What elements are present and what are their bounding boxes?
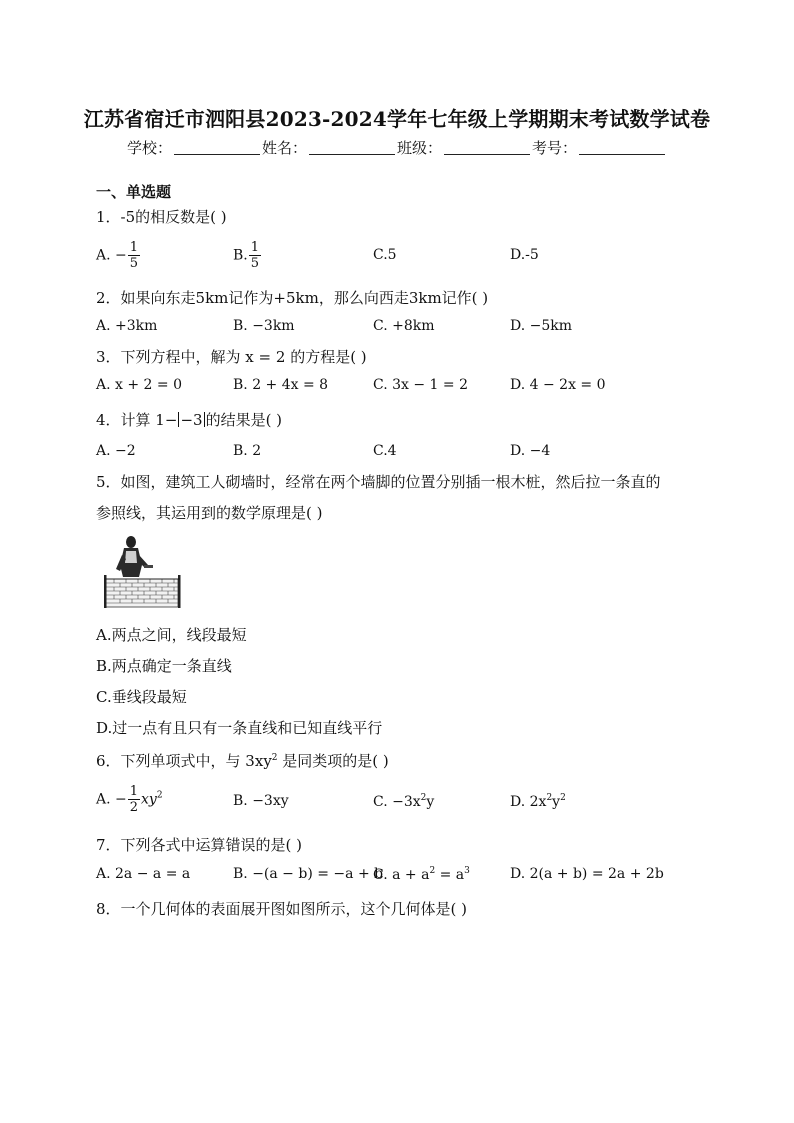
q1-b-fraction (249, 240, 261, 271)
question-2-stem: 2．如果向东走5km记作为+5km，那么向西走3km记作( ) (96, 289, 489, 307)
school-label: 学校： (126, 139, 172, 157)
q1-option-b[interactable] (233, 240, 262, 271)
q1-b-numerator: 1 (250, 240, 260, 255)
question-6-stem (96, 750, 389, 771)
q6-option-c[interactable] (373, 793, 434, 810)
q7-c-pre: C. a + a (373, 867, 430, 883)
question-4-options (96, 443, 706, 463)
q4-stem-post: 的结果是( ) (205, 411, 283, 429)
q3-option-c[interactable]: C. 3x − 1 = 2 (373, 377, 468, 393)
class-label: 班级： (397, 139, 443, 157)
q6-stem-pre: 6．下列单项式中，与 3xy (96, 752, 272, 770)
q6-d-sup-1: 2 (546, 793, 553, 803)
question-7-stem: 7．下列各式中运算错误的是( ) (96, 836, 303, 854)
q6-option-b[interactable]: B. −3xy (233, 793, 289, 809)
question-1-options (96, 240, 706, 276)
q5-option-d[interactable]: D.过一点有且只有一条直线和已知直线平行 (96, 719, 383, 737)
q3-option-d[interactable]: D. 4 − 2x = 0 (510, 377, 606, 393)
q4-stem-abs-value: −3 (180, 411, 203, 429)
number-blank[interactable] (579, 141, 665, 155)
section-heading: 一、单选题 (96, 183, 172, 201)
q6-stem-post: 是同类项的是( ) (277, 752, 389, 770)
q6-a-fraction (128, 784, 140, 815)
q4-option-c[interactable]: C.4 (373, 443, 397, 459)
q4-option-a[interactable]: A. −2 (96, 443, 136, 459)
q3-option-a[interactable]: A. x + 2 = 0 (96, 377, 182, 393)
number-label: 考号： (532, 139, 578, 157)
q6-option-d[interactable] (510, 793, 566, 810)
q6-d-mid: y (552, 794, 561, 810)
name-blank[interactable] (309, 141, 395, 155)
q2-option-d[interactable]: D. −5km (510, 318, 573, 334)
q6-a-denominator: 2 (129, 800, 139, 815)
q1-a-numerator: 1 (129, 240, 139, 255)
q7-option-d[interactable]: D. 2(a + b) = 2a + 2b (510, 866, 664, 882)
question-6-options (96, 784, 706, 820)
q1-option-d[interactable]: D.-5 (510, 247, 539, 263)
q7-option-b[interactable]: B. −(a − b) = −a + b (233, 866, 384, 882)
q5-option-b[interactable]: B.两点确定一条直线 (96, 657, 232, 675)
student-info-line (0, 137, 794, 158)
q5-option-a[interactable]: A.两点之间，线段最短 (96, 626, 247, 644)
q1-option-a[interactable] (96, 240, 141, 271)
q1-a-prefix: A. − (96, 247, 127, 264)
q6-a-tail: xy (141, 791, 157, 808)
q6-option-a[interactable] (96, 784, 163, 815)
question-2-options (96, 318, 706, 338)
q7-c-mid: = a (435, 867, 465, 883)
q7-option-a[interactable]: A. 2a − a = a (96, 866, 191, 882)
question-5-stem-line-1: 5．如图，建筑工人砌墙时，经常在两个墙脚的位置分别插一根木桩，然后拉一条直的 (96, 473, 661, 491)
question-8-stem: 8．一个几何体的表面展开图如图所示，这个几何体是( ) (96, 900, 468, 918)
class-blank[interactable] (444, 141, 530, 155)
question-3-stem: 3．下列方程中，解为 x = 2 的方程是( ) (96, 348, 367, 366)
question-4-stem (96, 409, 282, 430)
exam-title: 江苏省宿迁市泗阳县2023-2024学年七年级上学期期末考试数学试卷 (83, 107, 711, 131)
q1-b-denominator: 5 (250, 256, 260, 271)
question-5-stem-line-2: 参照线，其运用到的数学原理是( ) (96, 504, 323, 522)
q1-option-c[interactable]: C.5 (373, 247, 397, 263)
q1-a-denominator: 5 (129, 256, 139, 271)
q6-c-pre: C. −3x (373, 794, 421, 810)
abs-bar-right (204, 412, 205, 427)
bricklayer-figure (104, 535, 184, 609)
q7-c-sup-1: 2 (429, 866, 436, 876)
school-blank[interactable] (174, 141, 260, 155)
q6-d-pre: D. 2x (510, 794, 547, 810)
q2-option-c[interactable]: C. +8km (373, 318, 435, 334)
q7-c-sup-2: 3 (464, 866, 470, 876)
q4-option-d[interactable]: D. −4 (510, 443, 551, 459)
q6-d-sup-2: 2 (560, 793, 566, 803)
name-label: 姓名： (261, 139, 307, 157)
q7-option-c[interactable] (373, 866, 470, 883)
q6-a-prefix: A. − (96, 791, 127, 808)
q5-option-c[interactable]: C.垂线段最短 (96, 688, 187, 706)
q4-stem-pre: 4．计算 1− (96, 411, 178, 429)
q2-option-a[interactable]: A. +3km (96, 318, 158, 334)
question-7-options (96, 866, 706, 886)
q1-b-prefix: B. (233, 247, 248, 264)
q1-a-fraction (128, 240, 140, 271)
q6-a-numerator: 1 (129, 784, 139, 799)
q6-stem-sup: 2 (271, 753, 278, 763)
q6-c-sup: 2 (420, 793, 427, 803)
question-1-stem: 1．-5的相反数是( ) (96, 208, 227, 226)
q6-c-post: y (426, 794, 435, 810)
q6-a-sup: 2 (156, 790, 163, 801)
question-3-options (96, 377, 706, 397)
q3-option-b[interactable]: B. 2 + 4x = 8 (233, 377, 329, 393)
q4-option-b[interactable]: B. 2 (233, 443, 262, 459)
q2-option-b[interactable]: B. −3km (233, 318, 295, 334)
